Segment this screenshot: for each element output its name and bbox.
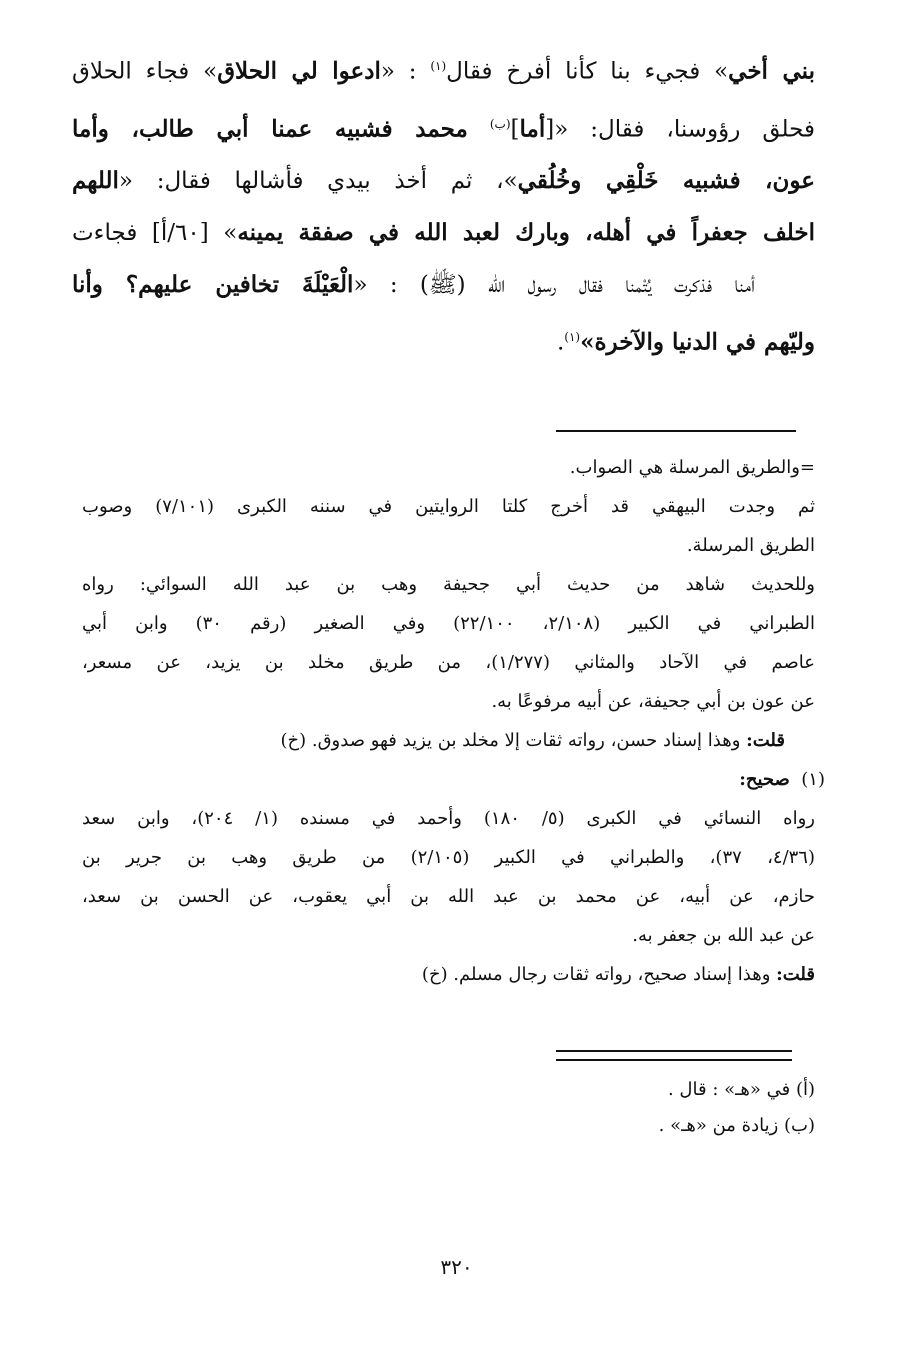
footnote-line: =والطريق المرسلة هي الصواب. [569, 457, 815, 478]
qultu-label: قلت: [776, 964, 815, 985]
footnote-line [82, 955, 815, 994]
footnote-line: رواه النسائي في الكبرى (٥/ ١٨٠) وأحمد في مسنده (١/ ٢٠٤)، وابن سعد [82, 808, 815, 829]
footnote-line: عن عون بن أبي جحيفة، عن أبيه مرفوعًا به. [491, 691, 815, 712]
text-run: : « [380, 58, 431, 85]
bold-phrase: ادعوا لي الحلاق [217, 57, 381, 85]
footnote-line [82, 721, 815, 760]
text-run: ] [510, 116, 520, 143]
main-line-4 [72, 207, 815, 259]
bold-phrase: وليّهم في الدنيا والآخرة [594, 328, 815, 356]
main-line-1 [72, 40, 815, 98]
footnote-line: ثم وجدت البيهقي قد أخرج كلتا الروايتين في سننه الكبرى (٧/١٠١) وصوب [82, 496, 816, 517]
text-run: » [580, 328, 595, 356]
text-run: أمنا فذكرت يُتْمنا فقال رسول الله (ﷺ) : « [353, 272, 755, 299]
footnote-line: الطريق المرسلة. [686, 535, 815, 556]
note-b: (ب) زيادة من «هـ» . [658, 1115, 815, 1136]
footnote-line: وللحديث شاهد من حديث أبي جحيفة وهب بن عبد الله السوائي: رواه [82, 574, 815, 595]
main-line-6 [72, 311, 815, 369]
text-run: » [٦٠/أ] فجاءت [72, 220, 238, 247]
bold-phrase: بني أخي [728, 57, 815, 85]
main-line-5 [72, 259, 815, 311]
footnote-ref: (١) [430, 59, 447, 73]
footnote-ref: (ب) [489, 116, 511, 131]
grading-label: صحيح: [739, 769, 790, 790]
footnote-line: الطبراني في الكبير (٢/١٠٨، ٢٢/١٠٠) وفي الصغير (رقم ٣٠) وابن أبي [82, 613, 815, 634]
note-a: (أ) في «هـ» : قال . [667, 1079, 815, 1100]
text-run: » فجيء بنا كأنا أفرخ فقال [446, 58, 729, 85]
main-line-3 [72, 155, 815, 207]
footnote-text: وهذا إسناد صحيح، رواته ثقات رجال مسلم. (خ) [421, 964, 777, 985]
footnote-heading [82, 760, 825, 799]
text-run: » فجاء الحلاق [72, 58, 218, 85]
bold-phrase: اخلف جعفراً في أهله، وبارك لعبد الله في صفقة يمينه [237, 219, 815, 247]
page-number: ٣٢٠ [440, 1255, 473, 1279]
footnote-line: عن عبد الله بن جعفر به. [632, 925, 815, 946]
bold-phrase: أما [519, 115, 546, 143]
bold-phrase: اللهم [72, 167, 119, 195]
footnotes [82, 448, 825, 994]
main-text [72, 40, 815, 369]
footnote-line: (٤/٣٦، ٣٧)، والطبراني في الكبير (٢/١٠٥) من طريق وهب بن جرير بن [82, 847, 816, 868]
footnote-separator [556, 430, 796, 432]
main-line-2 [72, 98, 815, 156]
qultu-label: قلت: [746, 730, 785, 751]
bold-phrase: عون، فشبيه خَلْقِي وخُلُقي [517, 167, 815, 195]
text-run [468, 116, 490, 142]
footnote-line: حازم، عن أبيه، عن محمد بن عبد الله بن أبي يعقوب، عن الحسن بن سعد، [82, 886, 815, 907]
footnote-ref: (١) [564, 330, 581, 345]
text-run: »، ثم أخذ بيدي فأشالها فقال: « [118, 168, 518, 195]
footnote-number: (١) [801, 769, 825, 790]
footnote-line: عاصم في الآحاد والمثاني (١/٢٧٧)، من طريق مخلد بن يزيد، عن مسعر، [82, 652, 815, 673]
bold-phrase: محمد فشبيه عمنا أبي طالب، وأما [72, 115, 468, 143]
notes-separator [556, 1050, 792, 1061]
text-run: فحلق رؤوسنا، فقال: «[ [545, 116, 816, 143]
footnote-text: وهذا إسناد حسن، رواته ثقات إلا مخلد بن يزيد فهو صدوق. (خ) [280, 730, 747, 751]
text-run: . [556, 329, 565, 356]
editorial-notes [300, 1072, 815, 1144]
bold-phrase: الْعَيْلَةَ تخافين عليهم؟ وأنا [72, 271, 354, 299]
